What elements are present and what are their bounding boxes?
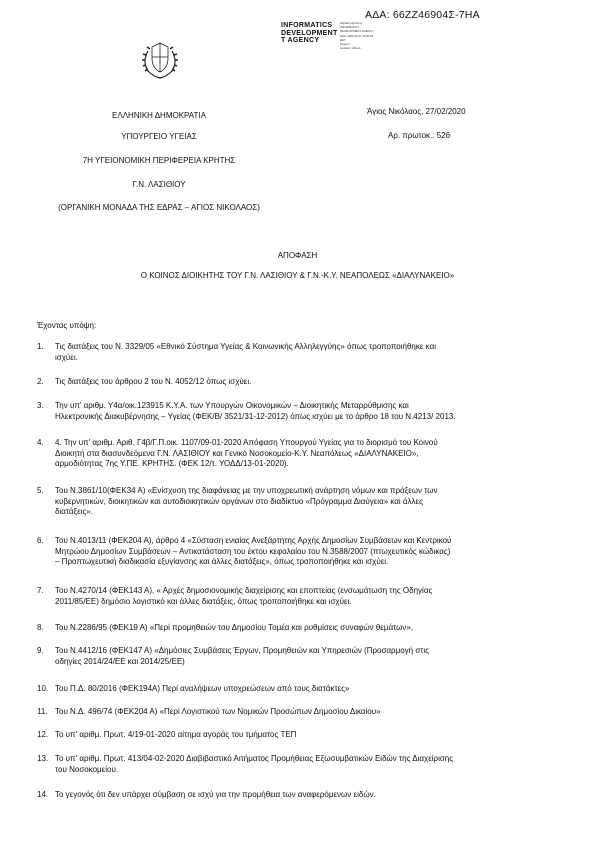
list-item: 12. Το υπ' αριθμ. Πρωτ. 4/19-01-2020 αίτημα αγοράς του τμήματος ΤΕΠ bbox=[37, 730, 297, 739]
ada-code: ΑΔΑ: 66ΖΖ46904Σ-7ΗΑ bbox=[365, 9, 480, 21]
decision-title: ΑΠΟΦΑΣΗ bbox=[277, 251, 318, 260]
header-unit: (ΟΡΓΑΝΙΚΗ ΜΟΝΑΔΑ ΤΗΣ ΕΔΡΑΣ – ΑΓΙΟΣ ΝΙΚΟΛΑΟΣ) bbox=[58, 203, 260, 212]
list-item: 4. 4. Την υπ' αριθμ. Αριθ. Γ4β/Γ.Π.οικ. 1107/09-01-2020 Απόφαση Υπουργού Υγείας για το διορισμό του Κοινού Διοικητή στα διασυνδεόμενα Γ.Ν. ΛΑΣΙΘΙΟΥ και Γενικό Νοσοκομείο-Κ.Υ. Νεαπόλεως «ΔΙΑΛΥΝΑΚΕΙΟ», αρμοδιότητας 7ης Υ.ΠΕ. ΚΡΗΤΗΣ. (ΦΕΚ 12/τ. ΥΟΔΔ/13-01-2020). bbox=[37, 438, 438, 468]
signature-details: Digitally signed by INFORMATICS DEVELOPMENT AGENCY Date: 2020.02.27 13:36:55 EET Reason: Location: Athens bbox=[340, 21, 374, 51]
list-item: 5. Του Ν.3861/10(ΦΕΚ34 Α) «Ενίσχυση της διαφάνειας με την υποχρεωτική ανάρτηση νόμων και πράξεων των κυβερνητικών, διοικητικών και αυτοδιοικητικών οργάνων στο διαδίκτυο «Πρόγραμμα Διαύγεια» και άλλες διατάξεις». bbox=[37, 486, 438, 516]
header-republic: ΕΛΛΗΝΙΚΗ ΔΗΜΟΚΡΑΤΙΑ bbox=[112, 111, 206, 120]
list-item: 3. Την υπ' αριθμ. Υ4α/οικ.123915 Κ.Υ.Α. των Υπουργών Οικονομικών – Διοικητικής Μεταρρύθμισης και Ηλεκτρονικής Διακυβέρνησης – Υγείας (ΦΕΚ/Β/ 3521/31-12-2012) όπως ισχύει με το άρθρο 18 του Ν.4213/ 2013. bbox=[37, 401, 456, 421]
header-hospital: Γ.Ν. ΛΑΣΙΘΙΟΥ bbox=[132, 180, 186, 189]
list-item: 9. Του Ν.4412/16 (ΦΕΚ147 Α) «Δημόσιες Συμβάσεις Έργων, Προμηθειών και Υπηρεσιών (Προσαρμογή στις οδηγίες 2014/24/ΕΕ και 2014/25/ΕΕ) bbox=[37, 646, 430, 666]
list-item: 6. Του Ν.4013/11 (ΦΕΚ204 Α), άρθρο 4 «Σύσταση ενιαίας Ανεξάρτητης Αρχής Δημοσίων Συμβάσεων και Κεντρικού Μητρώου Δημοσίων Συμβάσεων – Αντικατάσταση του έκτου κεφαλαίου του Ν.3588/2007 (πτωχευτικός κώδικας) – Προπτωχευτική διαδικασία εξυγίανσης και άλλες διατάξεις», όπως τροποποιήθηκε και ισχύει. bbox=[37, 536, 452, 566]
greek-emblem-icon bbox=[138, 38, 182, 82]
list-item: 2. Τις διατάξεις του άρθρου 2 του Ν. 4052/12 όπως ισχύει. bbox=[37, 377, 252, 386]
list-item: 7. Του Ν.4270/14 (ΦΕΚ143 Α), « Αρχές δημοσιονομικής διαχείρισης και εποπτείας (ενσωμάτωση της Οδηγίας 2011/85/ΕΕ) δημόσιο λογιστικό και άλλες διατάξεις, όπως τροποποιήθηκε και ισχύει. bbox=[37, 586, 433, 606]
header-region: 7Η ΥΓΕΙΟΝΟΜΙΚΗ ΠΕΡΙΦΕΡΕΙΑ ΚΡΗΤΗΣ bbox=[82, 156, 236, 165]
header-ministry: ΥΠΟΥΡΓΕΙΟ ΥΓΕΙΑΣ bbox=[121, 132, 197, 141]
decision-subtitle: Ο ΚΟΙΝΟΣ ΔΙΟΙΚΗΤΗΣ ΤΟΥ Γ.Ν. ΛΑΣΙΘΙΟΥ & Γ.Ν.-Κ.Υ. ΝΕΑΠΟΛΕΩΣ «ΔΙΑΛΥΝΑΚΕΙΟ» bbox=[140, 271, 455, 280]
list-item: 1. Τις διατάξεις του Ν. 3329/05 «Εθνικό Σύστημα Υγείας & Κοινωνικής Αλληλεγγύης» όπως τροποποιήθηκε και ισχύει. bbox=[37, 342, 436, 362]
list-item: 10. Του Π.Δ. 80/2016 (ΦΕΚ194Α) Περί αναλήψεων υποχρεώσεων από τους διατάκτες» bbox=[37, 684, 350, 693]
list-item: 11. Του Ν.Δ. 496/74 (ΦΕΚ204 Α) «Περί Λογιστικού των Νομικών Προσώπων Δημοσίου Δικαίου» bbox=[37, 707, 381, 716]
list-item: 14. Το γεγονός ότι δεν υπάρχει σύμβαση σε ισχύ για την προμήθεια των αναφερόμενων ειδών. bbox=[37, 790, 376, 799]
intro-text: Έχοντας υπόψη: bbox=[37, 321, 97, 330]
protocol-number: Αρ. πρωτοκ.: 526 bbox=[388, 131, 451, 140]
list-item: 13. Το υπ' αριθμ. Πρωτ. 413/04-02-2020 Διαβιβαστικό Αιτήματος Προμήθειας Εξωσυμβατικών Ειδών της Διαχείρισης του Νοσοκομείου. bbox=[37, 754, 454, 774]
signature-logo-text: INFORMATICS DEVELOPMENT T AGENCY bbox=[281, 22, 338, 45]
list-item: 8. Του Ν.2286/95 (ΦΕΚ19 Α) «Περί προμηθειών του Δημοσίου Τομέα και ρυθμίσεις συναφών θεμάτων», bbox=[37, 623, 414, 632]
place-date: Άγιος Νικόλαος, 27/02/2020 bbox=[367, 107, 466, 116]
